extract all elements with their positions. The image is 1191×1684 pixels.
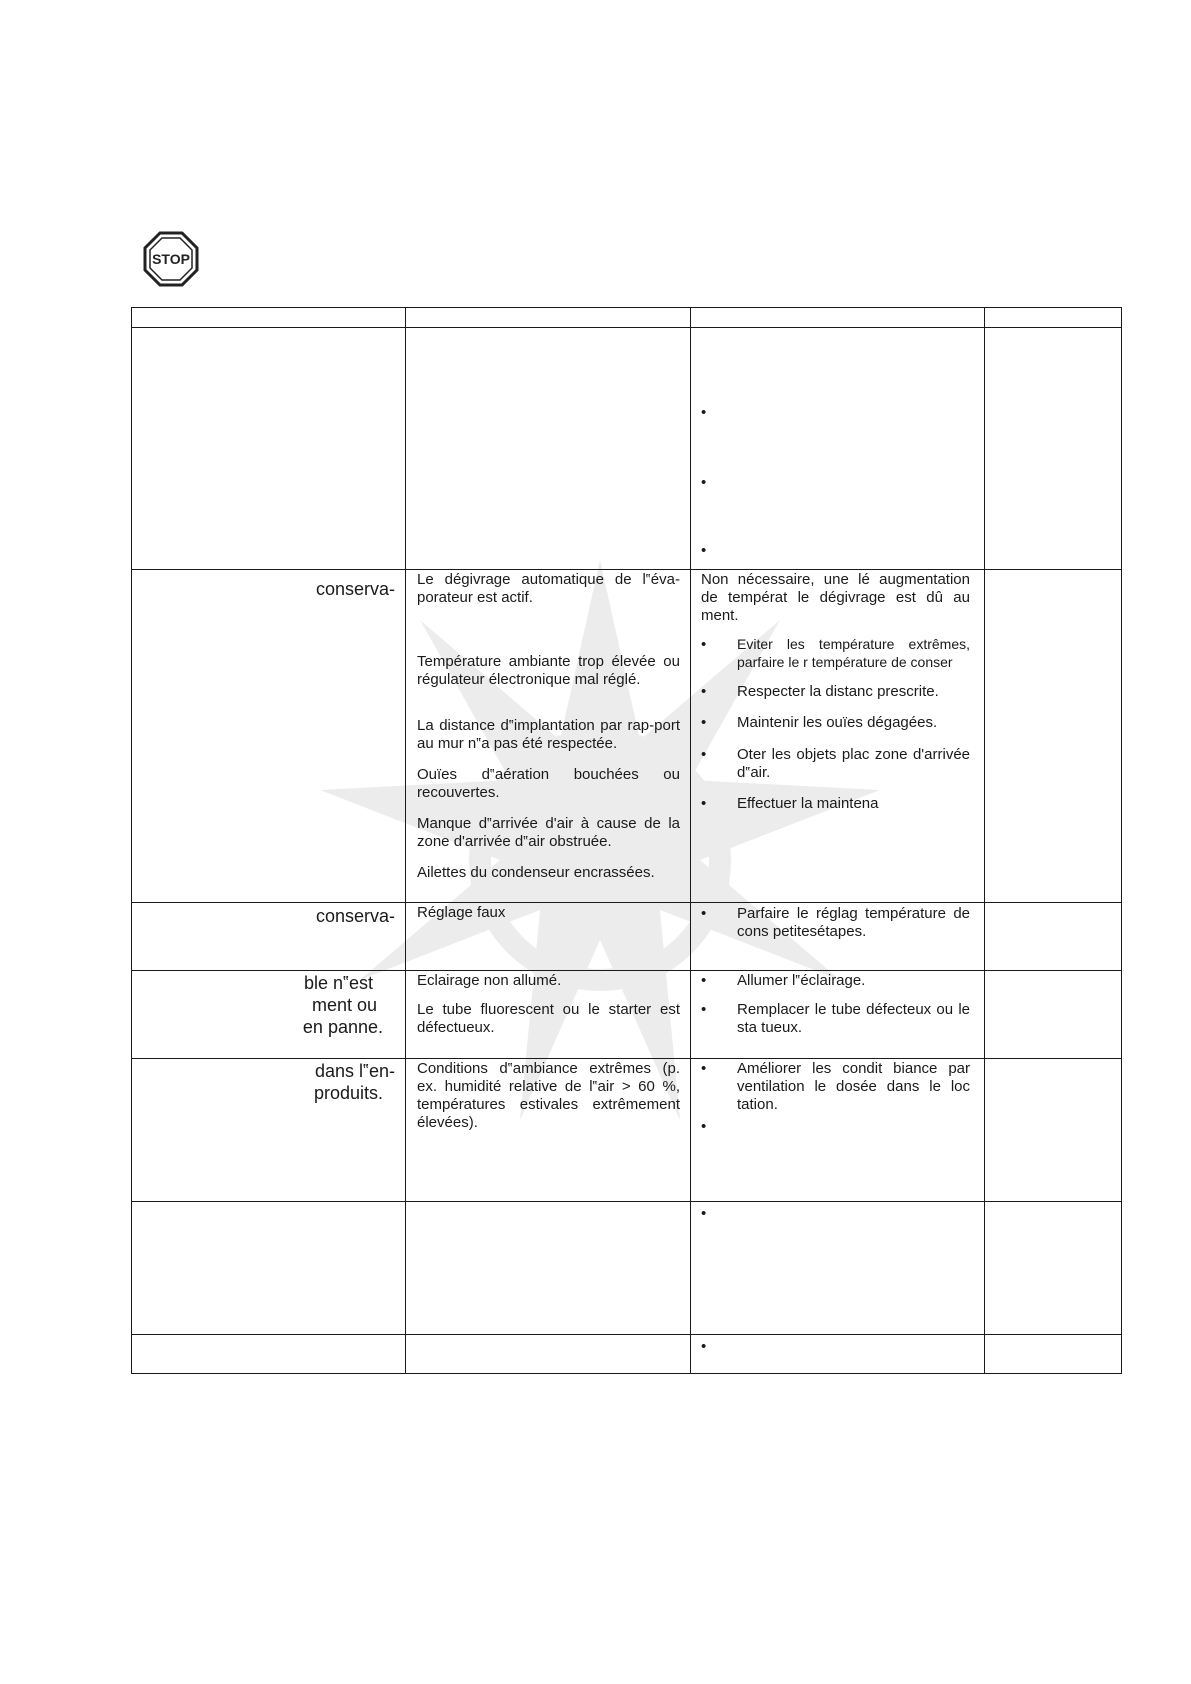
- bullet: •: [701, 1338, 707, 1355]
- bullet: •: [701, 1118, 707, 1135]
- remedy-text: Respecter la distanc prescrite.: [737, 683, 939, 700]
- notes-cell: [985, 903, 1122, 971]
- bullet: •: [701, 795, 707, 812]
- bullet: •: [701, 905, 707, 922]
- cause-cell: [406, 1202, 691, 1335]
- cause-text: Le tube fluorescent ou le starter est défectueux.: [417, 1001, 680, 1036]
- bullet: •: [701, 474, 707, 491]
- remedy-cell: [691, 1202, 985, 1335]
- remedy-item: [691, 1338, 984, 1356]
- remedy-cell: [691, 1335, 985, 1374]
- remedy-cell: [691, 903, 985, 971]
- header-cell: [132, 308, 406, 328]
- cause-cell: [406, 1335, 691, 1374]
- remedy-cell: [691, 328, 985, 570]
- symptom-text: dans l‟en-: [314, 1061, 395, 1081]
- cause-text: Température ambiante trop élevée ou régulateur électronique mal réglé.: [417, 653, 680, 688]
- troubleshooting-table: [131, 307, 1122, 1374]
- table-row: [132, 1335, 1122, 1374]
- symptom-lines: [132, 1059, 405, 1104]
- cause-cell: [406, 1059, 691, 1202]
- bullet: •: [701, 746, 707, 763]
- svg-text:STOP: STOP: [152, 251, 190, 267]
- remedy-text: Eviter les température extrêmes, parfaire le r température de conser: [737, 636, 970, 670]
- remedy-item: [691, 1205, 984, 1223]
- symptom-cell: [132, 1335, 406, 1374]
- notes-cell: [985, 570, 1122, 903]
- symptom-text: conserva-: [315, 579, 395, 599]
- remedy-text: Parfaire le réglag température de cons petitesétapes.: [737, 905, 970, 940]
- stop-sign-icon: [143, 231, 199, 287]
- remedy-item: [691, 972, 984, 990]
- symptom-lines: [132, 971, 405, 1038]
- remedy-text: Effectuer la maintena: [737, 795, 879, 812]
- table-header-row: [132, 308, 1122, 328]
- cause-text: Manque d‟arrivée d'air à cause de la zone d'arrivée d‟air obstruée.: [417, 815, 680, 850]
- remedy-text: Améliorer les condit biance par ventilation le dosée dans le loc tation.: [737, 1060, 970, 1113]
- remedy-text: Non nécessaire, une lé augmentation de températ le dégivrage est dû au ment.: [701, 571, 970, 624]
- remedy-item: [691, 1060, 984, 1114]
- symptom-text: conserva-: [315, 906, 395, 926]
- header-cell: [691, 308, 985, 328]
- bullet: •: [701, 972, 707, 989]
- symptom-cell: [132, 971, 406, 1059]
- bullet: •: [701, 1001, 707, 1018]
- remedy-item: [691, 746, 984, 782]
- cause-text: Ailettes du condenseur encrassées.: [417, 864, 655, 881]
- notes-cell: [985, 328, 1122, 570]
- symptom-cell: [132, 1202, 406, 1335]
- cause-text: Eclairage non allumé.: [417, 972, 562, 989]
- table-row: [132, 1202, 1122, 1335]
- symptom-text: ble n‟est: [303, 973, 373, 993]
- remedy-item: [691, 905, 984, 941]
- remedy-text: Oter les objets plac zone d'arrivée d‟air.: [737, 746, 970, 781]
- notes-cell: [985, 1335, 1122, 1374]
- header-cell: [406, 308, 691, 328]
- remedy-text: Allumer l‟éclairage.: [737, 972, 866, 989]
- remedy-item: [691, 683, 984, 701]
- header-cell: [985, 308, 1122, 328]
- remedy-text: Maintenir les ouïes dégagées.: [737, 714, 938, 731]
- bullet: •: [701, 1060, 707, 1077]
- notes-cell: [985, 1059, 1122, 1202]
- remedy-cell: [691, 1059, 985, 1202]
- remedy-cell: [691, 971, 985, 1059]
- notes-cell: [985, 971, 1122, 1059]
- cause-text: Réglage faux: [417, 904, 506, 921]
- table-row: [132, 570, 1122, 903]
- remedy-cell: [691, 570, 985, 903]
- table-row: [132, 903, 1122, 971]
- symptom-cell: [132, 570, 406, 903]
- remedy-item: [691, 1118, 984, 1136]
- bullet: •: [701, 404, 707, 421]
- cause-text: Conditions d‟ambiance extrêmes (p. ex. humidité relative de l‟air > 60 %, températures estivales extrêmement élevées).: [417, 1060, 680, 1131]
- remedy-text: Remplacer le tube défecteux ou le sta tueux.: [737, 1001, 970, 1036]
- table-row: [132, 328, 1122, 570]
- symptom-cell: [132, 903, 406, 971]
- bullet: •: [701, 636, 707, 653]
- symptom-text: produits.: [313, 1083, 383, 1103]
- cause-text: Le dégivrage automatique de l‟éva-porateur est actif.: [417, 571, 680, 606]
- remedy-item: [691, 1001, 984, 1037]
- symptom-cell: [132, 328, 406, 570]
- remedy-item: [691, 714, 984, 732]
- cause-text: Ouïes d‟aération bouchées ou recouvertes.: [417, 766, 680, 801]
- bullet: •: [701, 1205, 707, 1222]
- symptom-cell: [132, 1059, 406, 1202]
- bullet: •: [701, 714, 707, 731]
- cause-cell: [406, 328, 691, 570]
- table-row: [132, 971, 1122, 1059]
- table-row: [132, 1059, 1122, 1202]
- notes-cell: [985, 1202, 1122, 1335]
- cause-cell: [406, 971, 691, 1059]
- cause-text: La distance d‟implantation par rap-port au mur n‟a pas été respectée.: [417, 717, 680, 752]
- bullet: •: [701, 542, 707, 559]
- cause-cell: [406, 903, 691, 971]
- bullet: •: [701, 683, 707, 700]
- symptom-text: en panne.: [302, 1017, 383, 1037]
- symptom-text: ment ou: [311, 995, 377, 1015]
- cause-cell: [406, 570, 691, 903]
- remedy-item: [691, 636, 984, 672]
- remedy-item: [691, 795, 984, 813]
